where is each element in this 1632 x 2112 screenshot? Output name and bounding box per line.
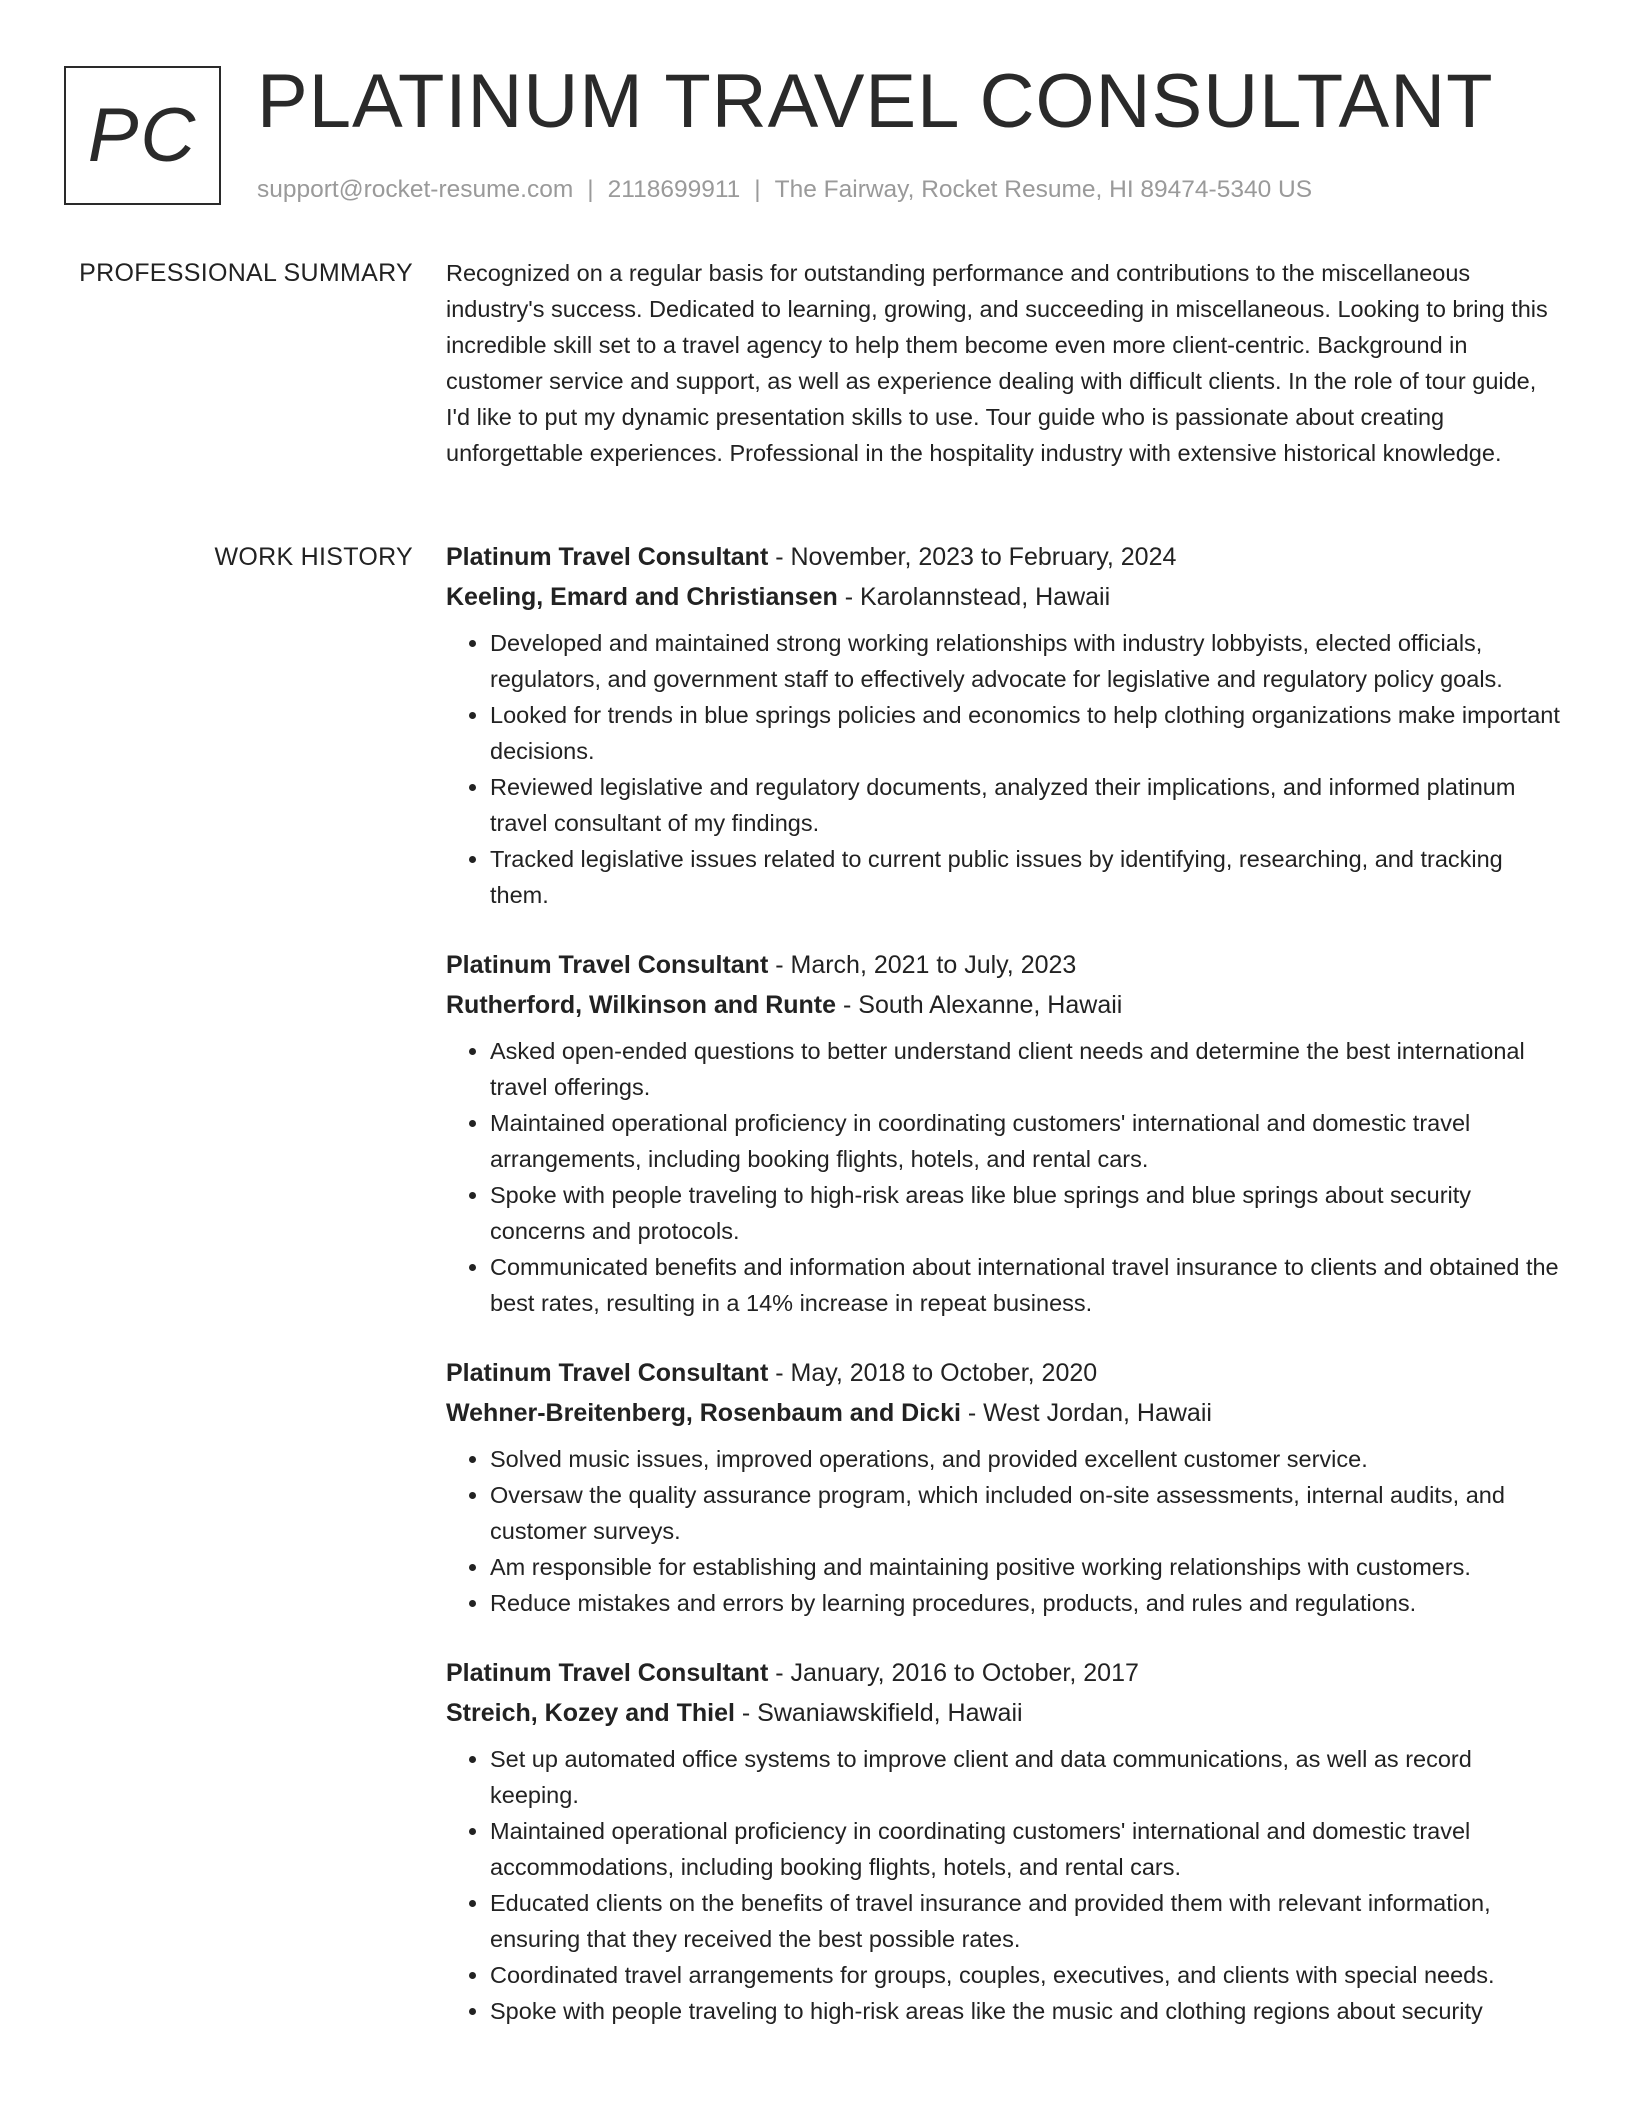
job-bullet: • Reduce mistakes and errors by learning procedures, products, and rules and regulations.	[490, 1585, 1566, 1621]
job-bullet: • Am responsible for establishing and maintaining positive working relationships with customers.	[490, 1549, 1566, 1585]
job-location: - Swaniawskifield, Hawaii	[734, 1699, 1023, 1727]
job-bullet: • Maintained operational proficiency in coordinating customers' international and domestic travel arrangements, including booking flights, hotels, and rental cars.	[490, 1105, 1566, 1177]
job-bullet: • Coordinated travel arrangements for groups, couples, executives, and clients with special needs.	[490, 1957, 1566, 1993]
job-dates: - May, 2018 to October, 2020	[768, 1359, 1098, 1387]
work-history-section	[446, 537, 1566, 2061]
job-bullet: • Maintained operational proficiency in coordinating customers' international and domestic travel accommodations, including booking flights, hotels, and rental cars.	[490, 1813, 1566, 1885]
job-company: Streich, Kozey and Thiel	[446, 1699, 735, 1727]
section-label-professional-summary: PROFESSIONAL SUMMARY	[79, 259, 413, 287]
job-entry	[446, 537, 1566, 913]
job-bullet: • Communicated benefits and information about international travel insurance to clients and obtained the best rates, resulting in a 14% increase in repeat business.	[490, 1249, 1566, 1321]
job-entry	[446, 945, 1566, 1321]
job-bullets	[446, 1033, 1566, 1321]
job-bullet: • Developed and maintained strong working relationships with industry lobbyists, elected officials, regulators, and government staff to effectively advocate for legislative and regulatory policy goals.	[490, 625, 1566, 697]
job-bullet: • Solved music issues, improved operations, and provided excellent customer service.	[490, 1441, 1566, 1477]
professional-summary-section	[446, 255, 1566, 471]
job-bullet: • Asked open-ended questions to better understand client needs and determine the best international travel offerings.	[490, 1033, 1566, 1105]
contact-separator: |	[754, 176, 761, 203]
job-bullets	[446, 1441, 1566, 1621]
job-bullet: • Reviewed legislative and regulatory documents, analyzed their implications, and informed platinum travel consultant of my findings.	[490, 769, 1566, 841]
job-bullets	[446, 1741, 1566, 2029]
summary-text: Recognized on a regular basis for outstanding performance and contributions to the miscellaneous industry's success. Dedicated to learning, growing, and succeeding in miscellaneous. Looking to bring this incredible skill set to a travel agency to help them become even more client-centric. Background in customer service and support, as well as experience dealing with difficult clients. In the role of tour guide, I'd like to put my dynamic presentation skills to use. Tour guide who is passionate about creating unforgettable experiences. Professional in the hospitality industry with extensive historical knowledge.	[446, 260, 1548, 466]
monogram-box	[64, 66, 221, 205]
job-title: Platinum Travel Consultant	[446, 951, 769, 979]
job-entry	[446, 1353, 1566, 1621]
job-bullets	[446, 625, 1566, 913]
job-bullet: • Spoke with people traveling to high-risk areas like the music and clothing regions about security	[490, 1993, 1566, 2029]
contact-phone: 2118699911	[607, 176, 741, 203]
job-title-line	[446, 945, 1566, 985]
job-location: - South Alexanne, Hawaii	[836, 991, 1123, 1019]
resume-title: PLATINUM TRAVEL CONSULTANT	[257, 59, 1494, 144]
contact-separator: |	[587, 176, 594, 203]
job-company-line	[446, 1393, 1566, 1433]
job-entry	[446, 1653, 1566, 2029]
job-company-line	[446, 577, 1566, 617]
contact-address: The Fairway, Rocket Resume, HI 89474-5340 US	[774, 176, 1313, 203]
job-location: - West Jordan, Hawaii	[960, 1399, 1212, 1427]
job-location: - Karolannstead, Hawaii	[837, 583, 1111, 611]
job-title-line	[446, 537, 1566, 577]
job-title: Platinum Travel Consultant	[446, 1659, 769, 1687]
job-dates: - January, 2016 to October, 2017	[768, 1659, 1139, 1687]
contact-email: support@rocket-resume.com	[257, 176, 574, 203]
job-bullet: • Tracked legislative issues related to current public issues by identifying, researching, and tracking them.	[490, 841, 1566, 913]
job-company: Rutherford, Wilkinson and Runte	[446, 991, 837, 1019]
job-bullet: • Set up automated office systems to improve client and data communications, as well as record keeping.	[490, 1741, 1566, 1813]
job-company-line	[446, 985, 1566, 1025]
job-bullet: • Oversaw the quality assurance program, which included on-site assessments, internal audits, and customer surveys.	[490, 1477, 1566, 1549]
job-title-line	[446, 1653, 1566, 1693]
monogram-initials: PC	[87, 93, 198, 178]
job-company: Wehner-Breitenberg, Rosenbaum and Dicki	[446, 1399, 961, 1427]
job-bullet: • Educated clients on the benefits of travel insurance and provided them with relevant information, ensuring that they received the best possible rates.	[490, 1885, 1566, 1957]
job-title: Platinum Travel Consultant	[446, 1359, 769, 1387]
section-label-work-history: WORK HISTORY	[214, 543, 413, 571]
contact-line	[257, 174, 1312, 206]
job-company-line	[446, 1693, 1566, 1733]
job-bullet: • Spoke with people traveling to high-risk areas like blue springs and blue springs about security concerns and protocols.	[490, 1177, 1566, 1249]
job-title-line	[446, 1353, 1566, 1393]
job-dates: - November, 2023 to February, 2024	[768, 543, 1177, 571]
job-title: Platinum Travel Consultant	[446, 543, 769, 571]
job-bullet: • Looked for trends in blue springs policies and economics to help clothing organizations make important decisions.	[490, 697, 1566, 769]
job-company: Keeling, Emard and Christiansen	[446, 583, 838, 611]
job-dates: - March, 2021 to July, 2023	[768, 951, 1077, 979]
